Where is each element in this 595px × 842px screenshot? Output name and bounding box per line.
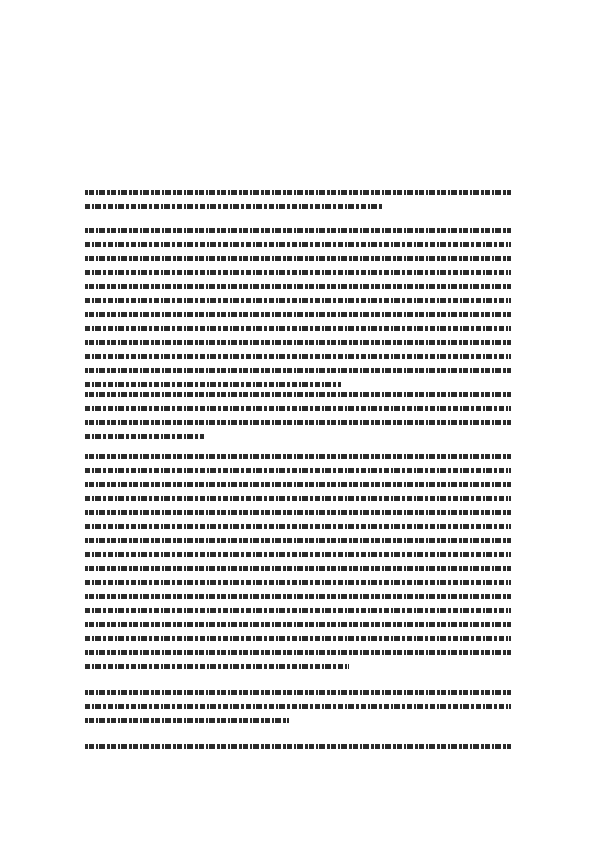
text-line-ink: [85, 664, 349, 669]
text-line-ink: [85, 608, 511, 613]
text-line: [85, 402, 511, 416]
text-line: [85, 590, 511, 604]
text-line-ink: [85, 482, 511, 487]
body-paragraph-6: [85, 740, 511, 754]
text-line-ink: [85, 566, 511, 571]
text-line-ink: [85, 392, 511, 397]
text-line-ink: [85, 354, 511, 359]
text-line-ink: [85, 434, 204, 439]
text-line: [85, 646, 511, 660]
text-line-ink: [85, 594, 511, 599]
text-line: [85, 336, 511, 350]
text-line-ink: [85, 650, 511, 655]
text-line-ink: [85, 454, 511, 459]
text-line: [85, 576, 511, 590]
text-line-ink: [85, 228, 511, 233]
text-line: [85, 322, 511, 336]
text-line-ink: [85, 420, 511, 425]
text-line-ink: [85, 622, 511, 627]
text-line-ink: [85, 690, 511, 695]
text-line-ink: [85, 718, 289, 723]
body-paragraph-3: [85, 388, 511, 444]
text-line: [85, 430, 511, 444]
text-line: [85, 660, 511, 674]
text-line: [85, 350, 511, 364]
text-line-ink: [85, 312, 511, 317]
text-line-ink: [85, 368, 511, 373]
text-line: [85, 252, 511, 266]
text-line: [85, 388, 511, 402]
text-line: [85, 308, 511, 322]
text-line-ink: [85, 510, 511, 515]
text-line: [85, 478, 511, 492]
text-line: [85, 686, 511, 700]
body-paragraph-5: [85, 686, 511, 728]
body-paragraph-1: [85, 186, 511, 214]
text-line: [85, 740, 511, 754]
text-line-ink: [85, 744, 511, 749]
text-line: [85, 604, 511, 618]
text-line-ink: [85, 524, 511, 529]
text-line-ink: [85, 580, 511, 585]
text-line: [85, 700, 511, 714]
text-line: [85, 506, 511, 520]
text-line: [85, 548, 511, 562]
text-line: [85, 266, 511, 280]
text-line-ink: [85, 190, 511, 195]
text-line-ink: [85, 406, 511, 411]
text-line: [85, 520, 511, 534]
text-line: [85, 200, 511, 214]
text-line-ink: [85, 298, 511, 303]
text-line-ink: [85, 538, 511, 543]
text-line-ink: [85, 284, 511, 289]
text-line-ink: [85, 552, 511, 557]
text-line-ink: [85, 270, 511, 275]
text-line: [85, 632, 511, 646]
text-line-ink: [85, 340, 511, 345]
body-paragraph-2: [85, 224, 511, 392]
text-line: [85, 238, 511, 252]
text-line-ink: [85, 326, 511, 331]
text-line: [85, 464, 511, 478]
text-line-ink: [85, 382, 341, 387]
body-paragraph-4: [85, 450, 511, 674]
text-line: [85, 618, 511, 632]
text-line-ink: [85, 242, 511, 247]
text-line-ink: [85, 256, 511, 261]
text-line: [85, 280, 511, 294]
text-line: [85, 492, 511, 506]
text-line: [85, 714, 511, 728]
text-line-ink: [85, 468, 511, 473]
text-line-ink: [85, 496, 511, 501]
text-line: [85, 416, 511, 430]
text-line: [85, 364, 511, 378]
text-line: [85, 450, 511, 464]
text-line-ink: [85, 636, 511, 641]
text-line: [85, 186, 511, 200]
text-line: [85, 294, 511, 308]
text-line-ink: [85, 704, 511, 709]
text-line-ink: [85, 204, 383, 209]
text-line: [85, 534, 511, 548]
text-line: [85, 562, 511, 576]
text-line: [85, 224, 511, 238]
